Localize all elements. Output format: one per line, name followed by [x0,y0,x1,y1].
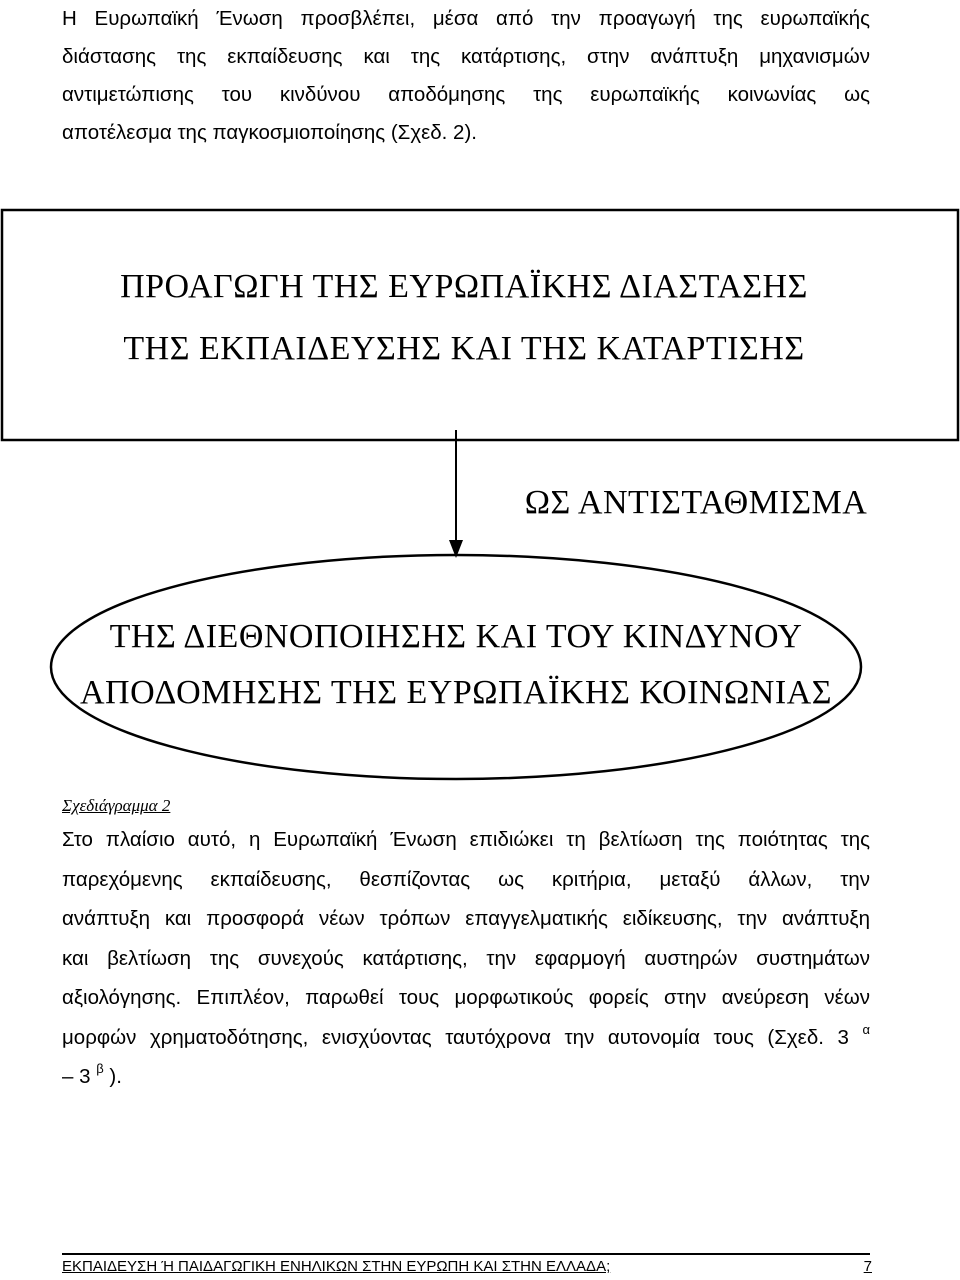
diagram-box [2,210,958,440]
para-line-end: ). [109,1065,122,1088]
box-title-line-2: ΤΗΣ ΕΚΠΑΙΔΕΥΣΗΣ ΚΑΙ ΤΗΣ ΚΑΤΑΡΤΙΣΗΣ [123,330,805,367]
superscript-beta: β [96,1061,104,1076]
ellipse-line-1: ΤΗΣ ΔΙΕΘΝΟΠΟΙΗΣΗΣ ΚΑΙ ΤΟΥ ΚΙΝΔΥΝΟΥ [109,618,803,655]
intro-line: αποτέλεσμα της παγκοσμιοποίησης (Σχεδ. 2). [62,121,477,144]
figure-caption: Σχεδιάγραμμα 2 [62,796,171,815]
footer-divider [62,1253,870,1255]
intro-line: αντιμετώπισης του κινδύνου αποδόμησης της ευρωπαϊκής κοινωνίας ως [62,83,870,106]
box-title-line-1: ΠΡΟΑΓΩΓΗ ΤΗΣ ΕΥΡΩΠΑΪΚΗΣ ΔΙΑΣΤΑΣΗΣ [120,268,808,305]
superscript-alpha: α [862,1021,870,1037]
diagram-ellipse [51,555,861,779]
para-line: παρεχόμενης εκπαίδευσης, θεσπίζοντας ως κριτήρια, μεταξύ άλλων, την [62,867,870,891]
page-number: 7 [863,1258,872,1275]
para-line-text: μορφών χρηματοδότησης, ενισχύοντας ταυτόχρονα την αυτονομία τους (Σχεδ. 3 [62,1025,849,1049]
ellipse-line-2: ΑΠΟΔΟΜΗΣΗΣ ΤΗΣ ΕΥΡΩΠΑΪΚΗΣ ΚΟΙΝΩΝΙΑΣ [80,674,832,711]
para-line-text: – 3 [62,1065,91,1088]
para-line: αξιολόγησης. Επιπλέον, παρωθεί τους μορφωτικούς φορείς στην ανεύρεση νέων [62,986,870,1009]
body-paragraph [62,820,870,1097]
para-line: και βελτίωση της συνεχούς κατάρτισης, την εφαρμογή αυστηρών συστημάτων [62,946,870,970]
para-line [62,1018,870,1058]
intro-line: Η Ευρωπαϊκή Ένωση προσβλέπει, μέσα από την προαγωγή της ευρωπαϊκής [62,7,870,30]
para-line: ανάπτυξη και προσφορά νέων τρόπων επαγγελματικής ειδίκευσης, την ανάπτυξη [62,907,870,930]
para-line [62,1057,870,1097]
middle-label: ΩΣ ΑΝΤΙΣΤΑΘΜΙΣΜΑ [524,484,868,521]
intro-line: διάστασης της εκπαίδευσης και της κατάρτισης, στην ανάπτυξη μηχανισμών [62,45,870,68]
footer-title: ΕΚΠΑΙΔΕΥΣΗ Ή ΠΑΙΔΑΓΩΓΙΚΗ ΕΝΗΛΙΚΩΝ ΣΤΗΝ ΕΥΡΩΠΗ ΚΑΙ ΣΤΗΝ ΕΛΛΑΔΑ; [62,1258,611,1275]
para-line: Στο πλαίσιο αυτό, η Ευρωπαϊκή Ένωση επιδιώκει τη βελτίωση της ποιότητας της [62,828,870,851]
